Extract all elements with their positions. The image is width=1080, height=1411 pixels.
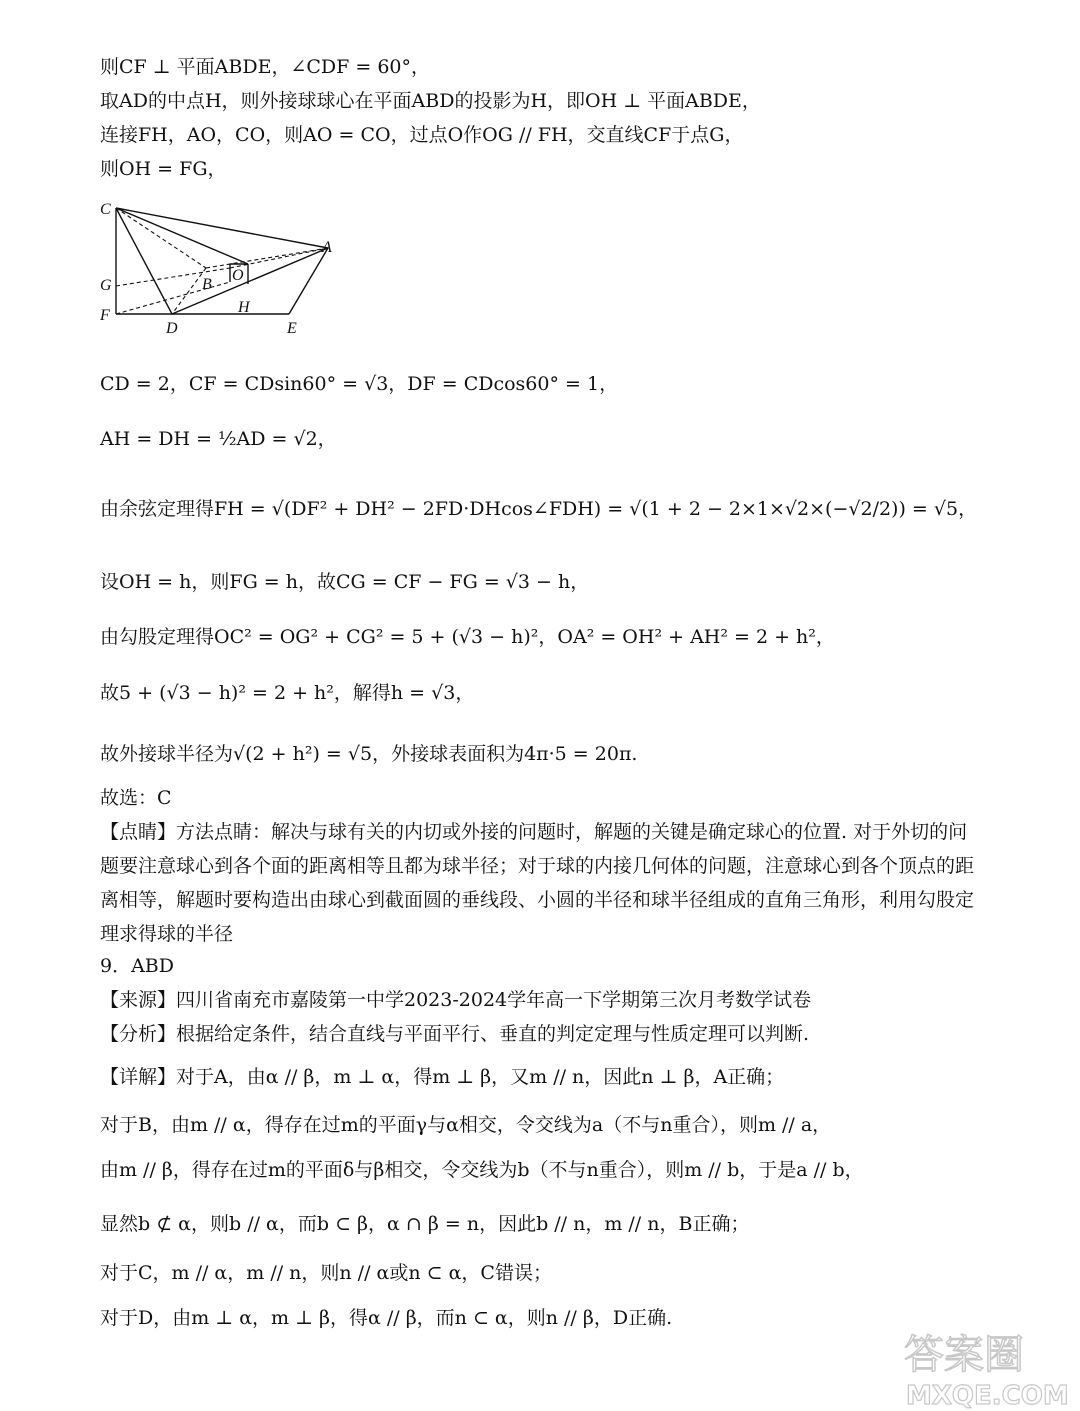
line-19: 由m // β，得存在过m的平面δ与β相交，令交线为b（不与n重合），则m // b，于是a // b， xyxy=(100,1159,864,1181)
watermark-logo xyxy=(898,1318,1080,1411)
line-7: 由余弦定理得FH = √(DF² + DH² − 2FD·DHcos∠FDH) = √(1 + 2 − 2×1×√2×(−√2/2)) = √5， xyxy=(100,498,978,520)
label-D: D xyxy=(166,320,178,337)
watermark-text-1: 答案圈 xyxy=(904,1332,1024,1378)
label-F: F xyxy=(100,307,110,324)
line-18: 对于B，由m // α，得存在过m的平面γ与α相交，令交线为a（不与n重合），则m // a， xyxy=(100,1114,832,1136)
line-13-comment: 【点睛】方法点睛：解决与球有关的内切或外接的问题时，解题的关键是确定球心的位置. 对于外切的问题要注意球心到各个面的距离相等且都为球半径；对于球的内接几何体的问题，注意球心到各个顶点的距离相等，解题时要构造出由球心到截面圆的垂线段、小圆的半径和球半径组成的直角三角形，利用勾股定理求得球的半径 xyxy=(100,821,975,945)
watermark-text-2: MXQE.COM xyxy=(906,1381,1069,1411)
line-2: 取AD的中点H，则外接球球心在平面ABD的投影为H，即OH ⊥ 平面ABDE， xyxy=(100,90,761,112)
line-4: 则OH = FG， xyxy=(100,158,227,180)
line-9: 由勾股定理得OC² = OG² + CG² = 5 + (√3 − h)²，OA² = OH² + AH² = 2 + h²， xyxy=(100,626,835,648)
label-C: C xyxy=(100,201,111,218)
line-22: 对于D，由m ⊥ α，m ⊥ β，得α // β，而n ⊂ α，则n // β，D正确. xyxy=(100,1307,673,1329)
line-10: 故5 + (√3 − h)² = 2 + h²，解得h = √3， xyxy=(100,682,475,704)
line-21: 对于C，m // α，m // n，则n // α或n ⊂ α，C错误； xyxy=(100,1262,552,1284)
geometry-figure xyxy=(96,196,346,346)
label-B: B xyxy=(202,276,212,293)
line-20: 显然b ⊄ α，则b // α，而b ⊂ β，α ∩ β = n，因此b // n，m // n，B正确； xyxy=(100,1213,750,1235)
label-H: H xyxy=(238,299,250,316)
line-6: AH = DH = ½AD = √2， xyxy=(100,428,337,450)
line-1: 则CF ⊥ 平面ABDE，∠CDF = 60°， xyxy=(100,56,431,78)
line-17: 【详解】对于A，由α // β，m ⊥ α，得m ⊥ β，又m // n，因此n ⊥ β，A正确； xyxy=(100,1066,785,1088)
label-E: E xyxy=(287,320,297,337)
label-G: G xyxy=(100,277,112,294)
line-15: 【来源】四川省南充市嘉陵第一中学2023-2024学年高一下学期第三次月考数学试卷 xyxy=(100,989,812,1011)
label-O: O xyxy=(232,267,244,284)
line-3: 连接FH，AO，CO，则AO = CO，过点O作OG // FH，交直线CF于点G， xyxy=(100,124,744,146)
line-8: 设OH = h，则FG = h，故CG = CF − FG = √3 − h， xyxy=(100,571,590,593)
label-A: A xyxy=(322,239,332,256)
line-5: CD = 2，CF = CDsin60° = √3，DF = CDcos60° = 1， xyxy=(100,373,619,395)
line-16: 【分析】根据给定条件，结合直线与平面平行、垂直的判定定理与性质定理可以判断. xyxy=(100,1023,810,1045)
line-12: 故选：C xyxy=(100,787,172,809)
line-11: 故外接球半径为√(2 + h²) = √5，外接球表面积为4π·5 = 20π. xyxy=(100,743,638,765)
line-14: 9．ABD xyxy=(100,955,175,977)
